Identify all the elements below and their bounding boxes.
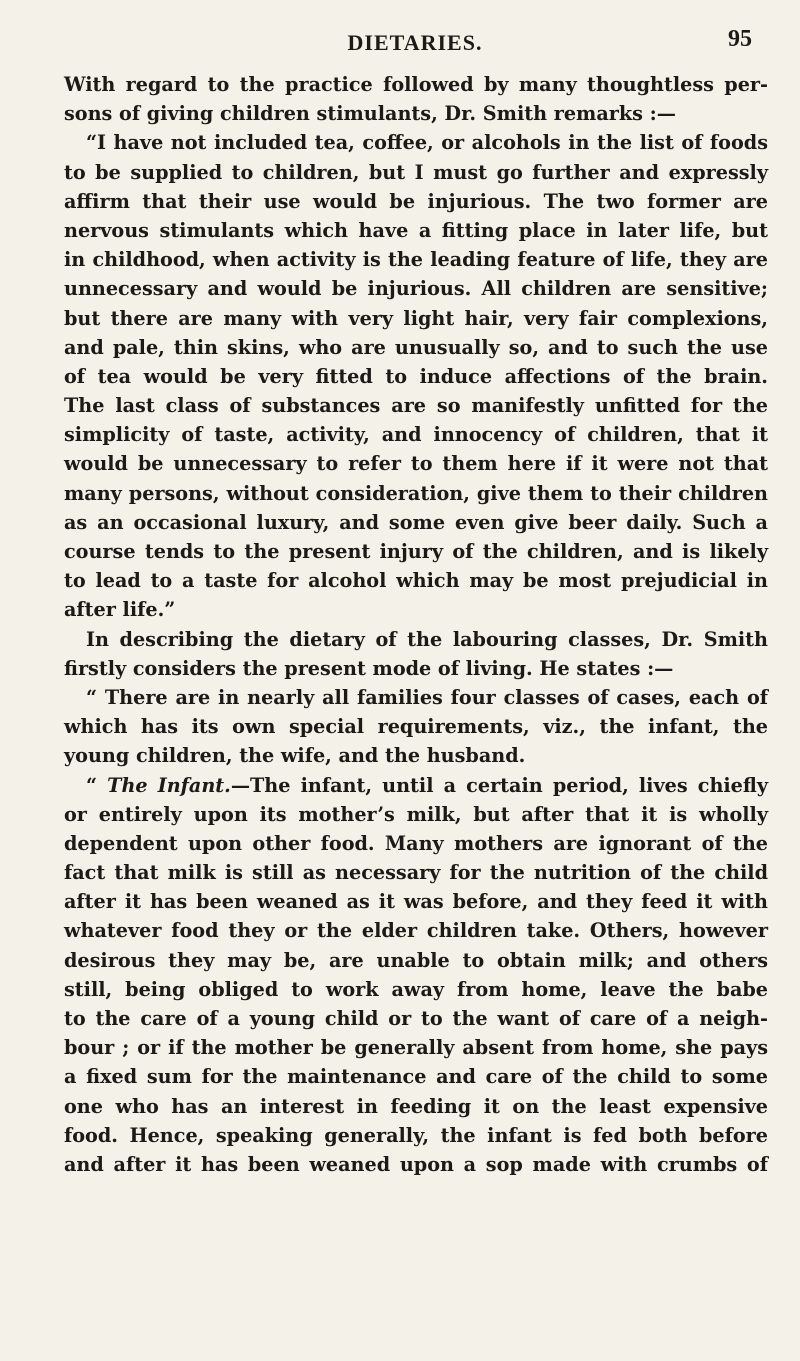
text-line: in childhood, when activity is the leading feature of life, they are <box>64 248 768 272</box>
text-line: as an occasional luxury, and some even give beer daily. Such a <box>64 510 768 534</box>
text-line: still, being obliged to work away from home, leave the babe <box>64 977 768 1001</box>
text-line: whatever food they or the elder children take. Others, however <box>64 919 768 943</box>
text-line: simplicity of taste, activity, and innocency of children, that it <box>64 423 768 447</box>
text-line: affirm that their use would be injurious. The two former are <box>64 189 768 213</box>
text-line: The last class of substances are so manifestly unfitted for the <box>64 394 768 418</box>
text-line: In describing the dietary of the labouring classes, Dr. Smith <box>86 627 768 651</box>
text-line: or entirely upon its mother’s milk, but after that it is wholly <box>64 802 768 826</box>
text-line: firstly considers the present mode of living. He states :— <box>64 656 674 680</box>
text-line: bour ; or if the mother be generally absent from home, she pays <box>64 1036 768 1060</box>
text-line: unnecessary and would be injurious. All children are sensitive; <box>64 277 768 301</box>
text-line: fact that milk is still as necessary for the nutrition of the child <box>64 861 768 885</box>
open-quote: “ <box>86 773 108 797</box>
text-line-infant <box>64 771 768 800</box>
text-line: With regard to the practice followed by many thoughtless per- <box>64 73 768 96</box>
text-line: desirous they may be, are unable to obtain milk; and others <box>64 948 768 972</box>
text-line: course tends to the present injury of the children, and is likely <box>64 540 768 563</box>
text-line: young children, the wife, and the husband. <box>64 744 526 768</box>
text-line: to the care of a young child or to the want of care of a neigh- <box>64 1007 768 1030</box>
text-line: which has its own special requirements, viz., the infant, the <box>64 715 768 739</box>
page-number: 95 <box>728 26 752 52</box>
text-line: food. Hence, speaking generally, the infant is fed both before <box>64 1123 768 1147</box>
body-text <box>64 70 768 1179</box>
text-line: after life.” <box>64 598 176 622</box>
text-line: to lead to a taste for alcohol which may be most prejudicial in <box>64 569 768 593</box>
infant-heading: The Infant. <box>107 773 231 797</box>
text-line: many persons, without consideration, give them to their children <box>64 481 768 505</box>
text-line: dependent upon other food. Many mothers are ignorant of the <box>64 831 768 855</box>
running-title: DIETARIES. <box>347 30 483 55</box>
page-header <box>60 26 770 60</box>
text-line: one who has an interest in feeding it on the least expensive <box>64 1094 768 1118</box>
text-line: and pale, thin skins, who are unusually so, and to such the use <box>64 335 768 359</box>
text-line: sons of giving children stimulants, Dr. Smith remarks :— <box>64 102 676 126</box>
text-line: a fixed sum for the maintenance and care of the child to some <box>64 1065 768 1089</box>
text-line: nervous stimulants which have a fitting place in later life, but <box>64 218 768 242</box>
text-line: and after it has been weaned upon a sop made with crumbs of <box>64 1152 768 1176</box>
text-line: would be unnecessary to refer to them here if it were not that <box>64 452 768 476</box>
text-line: of tea would be very fitted to induce affections of the brain. <box>64 364 768 388</box>
infant-text: —The infant, until a certain period, lives chiefly <box>230 773 768 797</box>
text-line: to be supplied to children, but I must go further and expressly <box>64 160 768 184</box>
text-line: after it has been weaned as it was before, and they feed it with <box>64 890 768 914</box>
text-line: “ There are in nearly all families four classes of cases, each of <box>86 685 768 709</box>
text-line: but there are many with very light hair, very fair complexions, <box>64 306 768 330</box>
text-line: “I have not included tea, coffee, or alcohols in the list of foods <box>86 131 768 155</box>
